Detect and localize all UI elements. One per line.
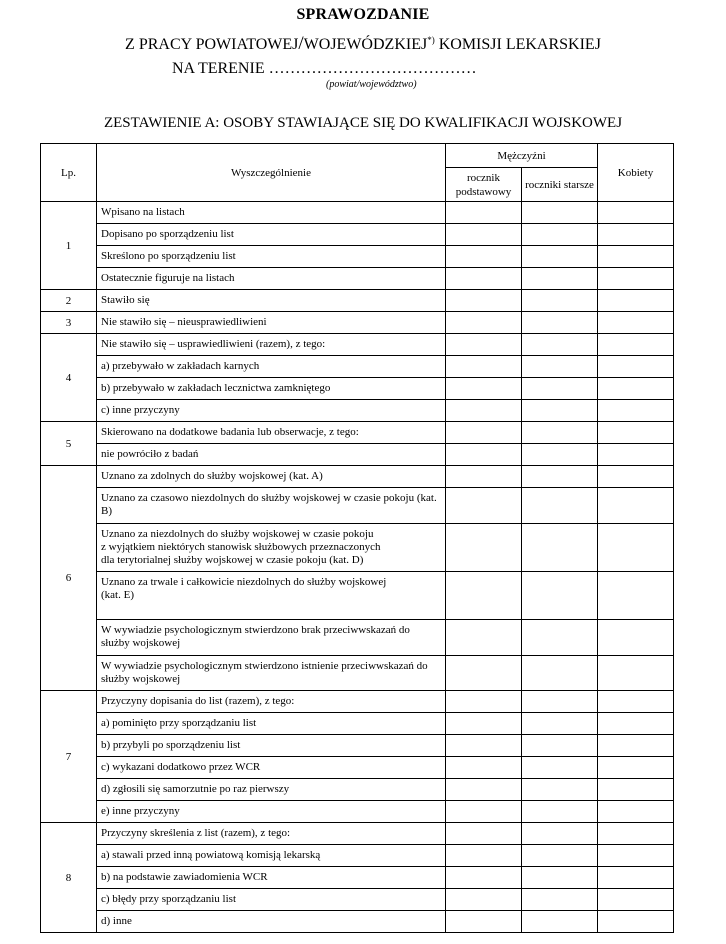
cell-women[interactable] (598, 572, 674, 620)
header-women: Kobiety (598, 144, 674, 202)
cell-basic-year[interactable] (446, 911, 522, 933)
cell-basic-year[interactable] (446, 400, 522, 422)
cell-basic-year[interactable] (446, 268, 522, 290)
table-row (41, 488, 674, 524)
cell-older-years[interactable] (522, 845, 598, 867)
row-description: nie powróciło z badań (97, 444, 446, 466)
cell-women[interactable] (598, 246, 674, 268)
row-description: Przyczyny dopisania do list (razem), z tego: (97, 691, 446, 713)
cell-women[interactable] (598, 202, 674, 224)
row-description: e) inne przyczyny (97, 801, 446, 823)
cell-basic-year[interactable] (446, 779, 522, 801)
cell-basic-year[interactable] (446, 334, 522, 356)
table-row (41, 224, 674, 246)
table-row (41, 867, 674, 889)
cell-women[interactable] (598, 268, 674, 290)
cell-basic-year[interactable] (446, 356, 522, 378)
table-row (41, 735, 674, 757)
table-row (41, 466, 674, 488)
cell-older-years[interactable] (522, 757, 598, 779)
cell-women[interactable] (598, 524, 674, 572)
row-number: 7 (41, 691, 97, 823)
row-number: 6 (41, 466, 97, 691)
header-basic-year: rocznik podstawowy (446, 168, 522, 202)
table-row (41, 202, 674, 224)
table-row (41, 312, 674, 334)
cell-older-years[interactable] (522, 867, 598, 889)
cell-women[interactable] (598, 422, 674, 444)
cell-women[interactable] (598, 735, 674, 757)
cell-older-years[interactable] (522, 400, 598, 422)
row-description: b) na podstawie zawiadomienia WCR (97, 867, 446, 889)
row-description: Uznano za niezdolnych do służby wojskowej w czasie pokoju z wyjątkiem niektórych stanowisk służbowych przeznaczonych dla terytorialnej służby wojskowej w czasie pokoju (kat. D) (97, 524, 446, 572)
row-description: c) wykazani dodatkowo przez WCR (97, 757, 446, 779)
table-row (41, 911, 674, 933)
cell-older-years[interactable] (522, 524, 598, 572)
table-row (41, 656, 674, 691)
cell-women[interactable] (598, 656, 674, 691)
header-older-years: roczniki starsze (522, 168, 598, 202)
row-description: a) przebywało w zakładach karnych (97, 356, 446, 378)
row-number: 8 (41, 823, 97, 933)
cell-older-years[interactable] (522, 889, 598, 911)
cell-older-years[interactable] (522, 691, 598, 713)
table-row (41, 400, 674, 422)
cell-basic-year[interactable] (446, 823, 522, 845)
row-number: 1 (41, 202, 97, 290)
row-description: Ostatecznie figuruje na listach (97, 268, 446, 290)
cell-women[interactable] (598, 224, 674, 246)
table-row (41, 845, 674, 867)
row-description: b) przebywało w zakładach lecznictwa zamkniętego (97, 378, 446, 400)
cell-women[interactable] (598, 466, 674, 488)
row-description: d) zgłosili się samorzutnie po raz pierwszy (97, 779, 446, 801)
cell-older-years[interactable] (522, 246, 598, 268)
row-description: Stawiło się (97, 290, 446, 312)
row-description: Uznano za czasowo niezdolnych do służby wojskowej w czasie pokoju (kat. B) (97, 488, 446, 524)
table-row (41, 757, 674, 779)
subtitle-part-3: KOMISJI LEKARSKIEJ (434, 36, 601, 53)
table-row (41, 572, 674, 620)
report-table (40, 143, 674, 933)
cell-older-years[interactable] (522, 911, 598, 933)
cell-women[interactable] (598, 488, 674, 524)
header-lp: Lp. (41, 144, 97, 202)
cell-women[interactable] (598, 620, 674, 656)
cell-women[interactable] (598, 713, 674, 735)
document-subtitle (0, 33, 726, 55)
cell-basic-year[interactable] (446, 713, 522, 735)
area-line: NA TERENIE ………………………………… (172, 60, 477, 77)
table-row (41, 779, 674, 801)
area-hint: (powiat/województwo) (326, 79, 417, 90)
cell-basic-year[interactable] (446, 889, 522, 911)
row-number: 5 (41, 422, 97, 466)
row-description: W wywiadzie psychologicznym stwierdzono brak przeciwwskazań do służby wojskowej (97, 620, 446, 656)
cell-basic-year[interactable] (446, 735, 522, 757)
cell-older-years[interactable] (522, 334, 598, 356)
cell-older-years[interactable] (522, 202, 598, 224)
table-row (41, 620, 674, 656)
table-row (41, 268, 674, 290)
row-description: Przyczyny skreślenia z list (razem), z tego: (97, 823, 446, 845)
table-row (41, 889, 674, 911)
subtitle-part-1: Z PRACY POWIATOWEJ (125, 36, 299, 53)
section-title: ZESTAWIENIE A: OSOBY STAWIAJĄCE SIĘ DO KWALIFIKACJI WOJSKOWEJ (103, 115, 623, 131)
cell-women[interactable] (598, 691, 674, 713)
cell-older-years[interactable] (522, 466, 598, 488)
cell-older-years[interactable] (522, 488, 598, 524)
cell-basic-year[interactable] (446, 524, 522, 572)
table-row (41, 691, 674, 713)
subtitle-part-2: WOJEWÓDZKIEJ (303, 36, 428, 53)
cell-basic-year[interactable] (446, 444, 522, 466)
cell-women[interactable] (598, 801, 674, 823)
row-description: Dopisano po sporządzeniu list (97, 224, 446, 246)
cell-women[interactable] (598, 845, 674, 867)
table-row (41, 378, 674, 400)
table-row (41, 290, 674, 312)
row-description: b) przybyli po sporządzeniu list (97, 735, 446, 757)
table-row (41, 246, 674, 268)
cell-older-years[interactable] (522, 312, 598, 334)
cell-older-years[interactable] (522, 656, 598, 691)
cell-women[interactable] (598, 290, 674, 312)
cell-older-years[interactable] (522, 290, 598, 312)
cell-basic-year[interactable] (446, 572, 522, 620)
cell-women[interactable] (598, 889, 674, 911)
row-description: c) inne przyczyny (97, 400, 446, 422)
cell-older-years[interactable] (522, 801, 598, 823)
cell-older-years[interactable] (522, 356, 598, 378)
subtitle-slash: / (298, 33, 304, 54)
cell-older-years[interactable] (522, 224, 598, 246)
cell-women[interactable] (598, 356, 674, 378)
cell-women[interactable] (598, 779, 674, 801)
row-description: W wywiadzie psychologicznym stwierdzono istnienie przeciwwskazań do służby wojskowej (97, 656, 446, 691)
header-men: Mężczyźni (446, 144, 598, 168)
cell-women[interactable] (598, 444, 674, 466)
table-row (41, 713, 674, 735)
cell-basic-year[interactable] (446, 867, 522, 889)
table-row (41, 356, 674, 378)
cell-basic-year[interactable] (446, 422, 522, 444)
cell-older-years[interactable] (522, 823, 598, 845)
cell-basic-year[interactable] (446, 378, 522, 400)
footnote-mark: *) (427, 35, 435, 45)
row-number: 2 (41, 290, 97, 312)
cell-basic-year[interactable] (446, 757, 522, 779)
cell-basic-year[interactable] (446, 845, 522, 867)
cell-women[interactable] (598, 400, 674, 422)
cell-older-years[interactable] (522, 620, 598, 656)
row-description: Wpisano na listach (97, 202, 446, 224)
row-description: Uznano za zdolnych do służby wojskowej (kat. A) (97, 466, 446, 488)
cell-basic-year[interactable] (446, 246, 522, 268)
cell-older-years[interactable] (522, 268, 598, 290)
document-title: SPRAWOZDANIE (296, 6, 430, 23)
cell-women[interactable] (598, 312, 674, 334)
cell-women[interactable] (598, 867, 674, 889)
header-description: Wyszczególnienie (97, 144, 446, 202)
cell-women[interactable] (598, 911, 674, 933)
cell-women[interactable] (598, 334, 674, 356)
cell-women[interactable] (598, 757, 674, 779)
cell-older-years[interactable] (522, 422, 598, 444)
row-description: c) błędy przy sporządzaniu list (97, 889, 446, 911)
cell-older-years[interactable] (522, 735, 598, 757)
cell-older-years[interactable] (522, 444, 598, 466)
table-row (41, 444, 674, 466)
cell-basic-year[interactable] (446, 488, 522, 524)
cell-basic-year[interactable] (446, 466, 522, 488)
cell-basic-year[interactable] (446, 620, 522, 656)
row-description: d) inne (97, 911, 446, 933)
cell-basic-year[interactable] (446, 224, 522, 246)
cell-basic-year[interactable] (446, 312, 522, 334)
cell-women[interactable] (598, 823, 674, 845)
table-row (41, 422, 674, 444)
row-description: a) stawali przed inną powiatową komisją lekarską (97, 845, 446, 867)
cell-older-years[interactable] (522, 779, 598, 801)
row-description: Skierowano na dodatkowe badania lub obserwacje, z tego: (97, 422, 446, 444)
cell-basic-year[interactable] (446, 290, 522, 312)
row-description: Nie stawiło się – nieusprawiedliwieni (97, 312, 446, 334)
table-row (41, 801, 674, 823)
row-number: 4 (41, 334, 97, 422)
cell-older-years[interactable] (522, 713, 598, 735)
table-row (41, 334, 674, 356)
cell-basic-year[interactable] (446, 656, 522, 691)
row-description: Skreślono po sporządzeniu list (97, 246, 446, 268)
cell-basic-year[interactable] (446, 202, 522, 224)
row-description: Uznano za trwale i całkowicie niezdolnych do służby wojskowej (kat. E) (97, 572, 446, 620)
table-body (41, 202, 674, 933)
table-row (41, 524, 674, 572)
cell-women[interactable] (598, 378, 674, 400)
table-row (41, 823, 674, 845)
cell-older-years[interactable] (522, 572, 598, 620)
row-number: 3 (41, 312, 97, 334)
cell-basic-year[interactable] (446, 691, 522, 713)
cell-older-years[interactable] (522, 378, 598, 400)
cell-basic-year[interactable] (446, 801, 522, 823)
row-description: Nie stawiło się – usprawiedliwieni (razem), z tego: (97, 334, 446, 356)
row-description: a) pominięto przy sporządzaniu list (97, 713, 446, 735)
